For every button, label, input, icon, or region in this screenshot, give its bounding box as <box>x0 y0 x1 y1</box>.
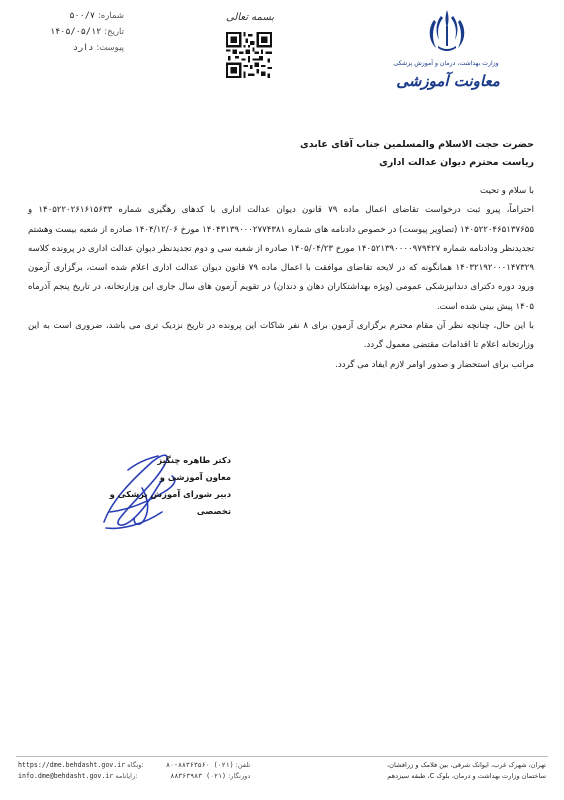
body-paragraph-2: با این حال، چنانچه نظر آن مقام محترم برگزاری آزمون برای ۸ نفر شاکات این پرونده در تاریخ نزدیک تری می باشد، ضروری است به این وزارتخانه اعلام تا اقدامات مقتضی معمول گردد. <box>28 321 534 351</box>
footer-divider <box>16 756 548 757</box>
email-link[interactable]: info.dme@behdasht.gov.ir <box>18 772 114 780</box>
letter-number-row <box>14 8 124 24</box>
iran-emblem-icon <box>424 6 470 56</box>
email-row <box>18 771 144 782</box>
footer-contact <box>166 760 250 782</box>
website-link[interactable]: https://dme.behdasht.gov.ir <box>18 761 126 769</box>
phone-row <box>166 760 250 771</box>
fax-row <box>166 771 250 782</box>
letter-attachment-row <box>14 40 124 56</box>
ministry-name: وزارت بهداشت، درمان و آموزش پزشکی <box>393 60 499 67</box>
signatory-title-2: دبیر شورای آموزش پزشکی و تخصصی <box>109 489 231 516</box>
website-label: وبگاه: <box>127 761 144 769</box>
body-paragraph-3: مراتب برای استحضار و صدور اوامر لازم ایفاد می گردد. <box>335 359 534 370</box>
greeting: با سلام و تحیت <box>480 186 534 196</box>
number-value: ۵۰۰/۷ <box>69 11 95 21</box>
date-value: ۱۴۰۵/۰۵/۱۲ <box>50 27 102 37</box>
body-paragraph-1: احتراماً، پیرو ثبت درخواست تقاضای اعمال ماده ۷۹ قانون دیوان عدالت اداری با کدهای رهگیری شماره ۱۴۰۵۲۲۰۲۶۱۶۱۵۶۳۳ و ۱۴۰۵۲۲۰۴۶۵۱۳۷۶۵۵ (تصاویر پیوست) در خصوص دادنامه های شماره ۱۴۰۴۳۱۳۹۰۰۰۲۷۷۴۳۸۱ مورخ ۱۴۰۴/۱۲/۰۶ صادره از شعبه بیست وهشتم تجدیدنظر ودادنامه شماره ۱۴۰۵۲۱۳۹۰۰۰۰۹۷۹۴۲۷ مورخ ۱۴۰۵/۰۴/۲۳ صادره از شعبه سی و دوم تجدیدنظر دیوان عدالت اداری در پرونده کلاسه ۱۴۰۳۲۱۹۲۰۰۰۱۴۷۳۲۹ همانگونه که در لایحه تقاضای موافقت با اعمال ماده ۷۹ قانون دیوان عدالت اداری اعلام شده است، برگزاری آزمون ورود دوره دکترای دندانپزشکی عمومی (ویژه بهداشتکاران دهان و دندان) در تقویم آزمون های سال جاری این وزارتخانه، در تاریخ پنجم آذرماه ۱۴۰۵ پیش بینی شده است. <box>28 205 534 312</box>
address-line-1: تهران، شهرک غرب، ایوانک شرقی، بین فلامک و زرافشان، <box>387 761 546 769</box>
fax-value: (۰۲۱) ۸۸۳۶۳۹۸۳ <box>170 772 226 780</box>
attachment-label: پیوست: <box>96 43 124 53</box>
qr-code-icon <box>226 32 272 78</box>
footer-address <box>387 760 546 782</box>
email-label: رایانامه: <box>115 772 138 780</box>
address-line-2: ساختمان وزارت بهداشت و درمان، بلوک C، طبقه سیزدهم <box>387 772 546 780</box>
phone-value: (۰۲۱) ۸۸۳۶۳۵۶۰-۸۰ <box>166 761 234 769</box>
website-row <box>18 760 144 771</box>
footer-web <box>18 760 144 782</box>
letter-date-row <box>14 24 124 40</box>
signature-block <box>96 452 231 520</box>
number-label: شماره: <box>97 11 124 21</box>
signatory-title-1: معاون آموزشی و <box>159 472 231 482</box>
fax-label: دورنگار: <box>228 772 251 780</box>
basmala: بسمه تعالی <box>225 12 275 23</box>
recipient-line-1: حضرت حجت الاسلام والمسلمین جناب آقای عابدی <box>300 139 534 150</box>
attachment-value: دارد <box>72 43 94 53</box>
deputy-name: معاونت آموزشی <box>396 72 500 90</box>
letter-body <box>28 182 534 375</box>
signatory-name: دکتر طاهره چنگیز <box>157 455 231 465</box>
date-label: تاریخ: <box>104 27 124 37</box>
recipient-block <box>300 136 534 172</box>
letter-meta <box>14 8 124 56</box>
phone-label: تلفن: <box>235 761 251 769</box>
recipient-line-2: ریاست محترم دیوان عدالت اداری <box>379 157 534 168</box>
